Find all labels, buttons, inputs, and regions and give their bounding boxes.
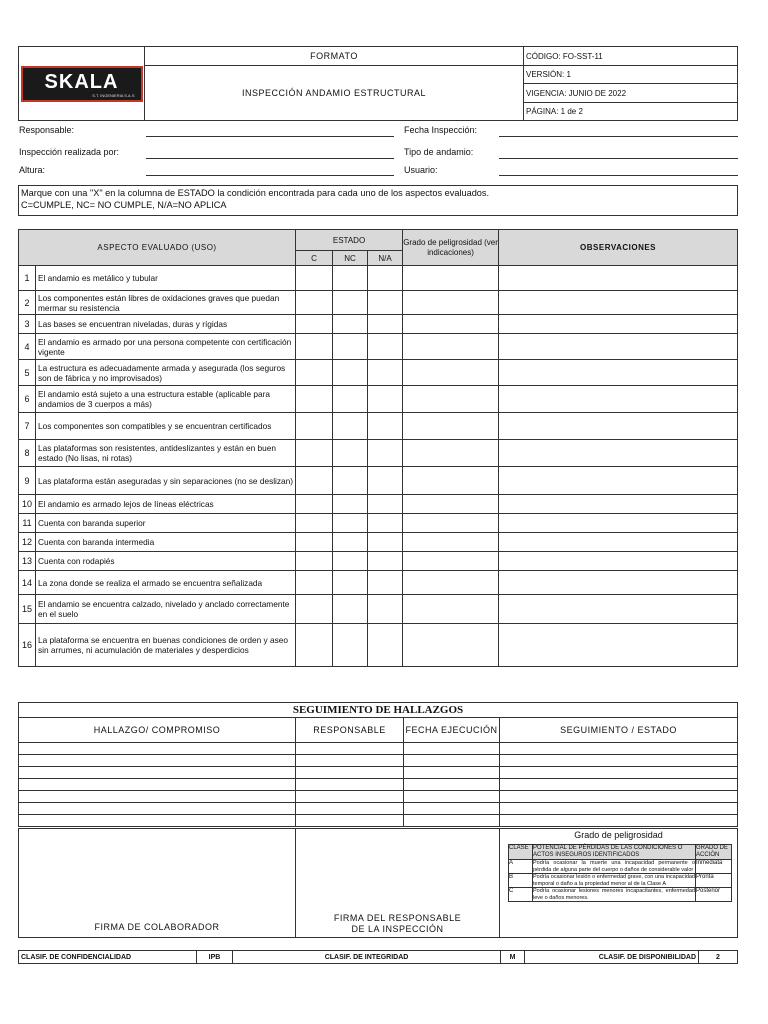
danger-desc: Podría ocasionar lesión o enfermedad grave, con una incapacidad temporal o daño a la propiedad menor al de la Clase A [533,874,695,887]
instructions-line1: Marque con una "X" en la columna de ESTADO la condición encontrada para cada uno de los aspectos evaluados. [21,188,490,198]
danger-clase: C [509,888,533,902]
col-grado: Grado de peligrosidad (ver indicaciones) [403,230,499,266]
followup-table [18,702,738,827]
estado-na-cell[interactable] [368,595,403,624]
estado-nc-cell[interactable] [333,595,368,624]
grado-cell[interactable] [403,514,499,533]
grado-cell[interactable] [403,552,499,571]
col-responsable: RESPONSABLE [296,718,404,743]
observaciones-cell[interactable] [499,467,738,495]
instructions-line2: C=CUMPLE, NC= NO CUMPLE, N/A=NO APLICA [21,200,227,210]
observaciones-cell[interactable] [499,360,738,386]
fecha-cell[interactable] [404,755,500,767]
danger-col-grado: GRADO DE ACCIÓN [696,845,732,860]
estado-c-cell[interactable] [296,514,333,533]
seguimiento-cell[interactable] [500,767,738,779]
item-number: 9 [19,467,36,495]
footer-confidencialidad: CLASIF. DE CONFIDENCIALIDAD [19,951,197,964]
item-text: La plataforma se encuentra en buenas condiciones de orden y aseo sin arrumes, ni acumulación de materiales y desperdicios [36,624,296,667]
seguimiento-cell[interactable] [500,803,738,815]
danger-accion: Inmediata [696,860,732,874]
signature-colaborador[interactable] [19,829,296,938]
estado-c-cell[interactable] [296,413,333,440]
signature-responsable-label2: DE LA INSPECCIÓN [351,924,444,934]
responsable-cell[interactable] [296,743,404,755]
hallazgo-cell[interactable] [19,743,296,755]
col-na: N/A [368,251,403,266]
checklist-row [19,315,738,334]
estado-na-cell[interactable] [368,571,403,595]
item-number: 11 [19,514,36,533]
responsable-input[interactable] [146,136,394,137]
observaciones-cell[interactable] [499,440,738,467]
col-fecha: FECHA EJECUCIÓN [404,718,500,743]
logo-subtext: S.T. INGENIERIA S.A.S [92,92,135,98]
danger-col-clase: CLASE [509,845,533,860]
estado-na-cell[interactable] [368,413,403,440]
grado-cell[interactable] [403,413,499,440]
seguimiento-cell[interactable] [500,743,738,755]
estado-c-cell[interactable] [296,266,333,291]
hallazgo-cell[interactable] [19,803,296,815]
fecha-label: Fecha Inspección: [404,125,478,135]
logo [21,66,143,102]
checklist-row [19,413,738,440]
followup-row [19,815,738,827]
validity-field: VIGENCIA: JUNIO DE 2022 [524,84,738,103]
fecha-cell[interactable] [404,791,500,803]
estado-nc-cell[interactable] [333,360,368,386]
altura-label: Altura: [19,165,46,175]
hallazgo-cell[interactable] [19,791,296,803]
document-title: INSPECCIÓN ANDAMIO ESTRUCTURAL [145,66,524,121]
item-number: 6 [19,386,36,413]
estado-c-cell[interactable] [296,624,333,667]
grado-cell[interactable] [403,266,499,291]
item-number: 12 [19,533,36,552]
item-text: El andamio es metálico y tubular [36,266,296,291]
checklist-row [19,595,738,624]
estado-nc-cell[interactable] [333,315,368,334]
danger-col-potencial: POTENCIAL DE PÉRDIDAS DE LAS CONDICIONES O ACTOS INSEGUROS IDENTIFICADOS [533,845,696,860]
seguimiento-cell[interactable] [500,755,738,767]
estado-na-cell[interactable] [368,552,403,571]
observaciones-cell[interactable] [499,624,738,667]
fecha-cell[interactable] [404,803,500,815]
col-seguimiento: SEGUIMIENTO / ESTADO [500,718,738,743]
estado-na-cell[interactable] [368,291,403,315]
danger-accion: Pronta [696,874,732,888]
followup-title: SEGUIMIENTO DE HALLAZGOS [19,703,738,718]
item-text: Las bases se encuentran niveladas, duras y rígidas [36,315,296,334]
footer-integridad: CLASIF. DE INTEGRIDAD [233,951,501,964]
checklist-row [19,495,738,514]
estado-nc-cell[interactable] [333,533,368,552]
col-nc: NC [333,251,368,266]
estado-c-cell[interactable] [296,440,333,467]
estado-c-cell[interactable] [296,533,333,552]
estado-nc-cell[interactable] [333,266,368,291]
item-number: 7 [19,413,36,440]
estado-na-cell[interactable] [368,386,403,413]
estado-c-cell[interactable] [296,315,333,334]
realizada-label: Inspección realizada por: [19,147,120,157]
tipo-input[interactable] [499,158,738,159]
item-number: 2 [19,291,36,315]
item-text: El andamio está sujeto a una estructura estable (aplicable para andamios de 3 cuerpos a más) [36,386,296,413]
format-label: FORMATO [145,47,524,66]
estado-c-cell[interactable] [296,552,333,571]
observaciones-cell[interactable] [499,595,738,624]
seguimiento-cell[interactable] [500,815,738,827]
estado-nc-cell[interactable] [333,413,368,440]
altura-input[interactable] [146,175,394,176]
item-text: Cuenta con baranda superior [36,514,296,533]
responsable-cell[interactable] [296,755,404,767]
followup-row [19,791,738,803]
estado-nc-cell[interactable] [333,552,368,571]
fecha-cell[interactable] [404,815,500,827]
estado-nc-cell[interactable] [333,514,368,533]
estado-c-cell[interactable] [296,467,333,495]
footer-conf-value: IPB [197,951,233,964]
item-text: El andamio es armado por una persona competente con certificación vigente [36,334,296,360]
item-text: Cuenta con baranda intermedia [36,533,296,552]
hallazgo-cell[interactable] [19,779,296,791]
fecha-input[interactable] [499,136,738,137]
item-number: 15 [19,595,36,624]
estado-nc-cell[interactable] [333,291,368,315]
danger-cell [500,829,738,938]
responsable-label: Responsable: [19,125,75,135]
estado-c-cell[interactable] [296,334,333,360]
grado-cell[interactable] [403,440,499,467]
estado-nc-cell[interactable] [333,571,368,595]
code-field: CÓDIGO: FO-SST-11 [524,47,738,66]
estado-na-cell[interactable] [368,334,403,360]
item-text: La estructura es adecuadamente armada y asegurada (los seguros son de fábrica y no improvisados) [36,360,296,386]
col-hallazgo: HALLAZGO/ COMPROMISO [19,718,296,743]
estado-na-cell[interactable] [368,440,403,467]
checklist-row [19,514,738,533]
estado-na-cell[interactable] [368,360,403,386]
observaciones-cell[interactable] [499,291,738,315]
item-text: El andamio es armado lejos de líneas eléctricas [36,495,296,514]
signature-responsable-label1: FIRMA DEL RESPONSABLE [333,913,462,923]
item-number: 13 [19,552,36,571]
grado-cell[interactable] [403,334,499,360]
footer-table [18,950,738,964]
responsable-cell[interactable] [296,803,404,815]
observaciones-cell[interactable] [499,533,738,552]
observaciones-cell[interactable] [499,334,738,360]
checklist-row [19,624,738,667]
estado-na-cell[interactable] [368,266,403,291]
signature-colaborador-label: FIRMA DE COLABORADOR [94,922,220,932]
estado-nc-cell[interactable] [333,386,368,413]
checklist-row [19,266,738,291]
item-number: 16 [19,624,36,667]
footer-disponibilidad: CLASIF. DE DISPONIBILIDAD [525,951,699,964]
item-text: El andamio se encuentra calzado, nivelado y anclado correctamente en el suelo [36,595,296,624]
header-table [18,46,738,121]
danger-clase: A [509,860,533,874]
item-number: 5 [19,360,36,386]
grado-cell[interactable] [403,495,499,514]
estado-na-cell[interactable] [368,467,403,495]
responsable-cell[interactable] [296,791,404,803]
estado-c-cell[interactable] [296,386,333,413]
danger-table [508,844,732,902]
observaciones-cell[interactable] [499,552,738,571]
item-number: 8 [19,440,36,467]
checklist-row [19,533,738,552]
estado-c-cell[interactable] [296,571,333,595]
estado-c-cell[interactable] [296,291,333,315]
seguimiento-cell[interactable] [500,791,738,803]
fecha-cell[interactable] [404,767,500,779]
danger-desc: Podría ocasionar lesiones menores incapacitantes, enfermedad leve o daños menores. [533,888,695,901]
item-number: 10 [19,495,36,514]
estado-nc-cell[interactable] [333,334,368,360]
col-observaciones: OBSERVACIONES [499,230,738,266]
item-number: 4 [19,334,36,360]
grado-cell[interactable] [403,533,499,552]
observaciones-cell[interactable] [499,514,738,533]
followup-row [19,779,738,791]
usuario-label: Usuario: [404,165,438,175]
estado-nc-cell[interactable] [333,467,368,495]
grado-cell[interactable] [403,624,499,667]
col-aspecto: ASPECTO EVALUADO (USO) [19,230,296,266]
checklist-row [19,571,738,595]
danger-row [509,874,732,888]
estado-c-cell[interactable] [296,495,333,514]
page-field: PÁGINA: 1 de 2 [524,103,738,121]
responsable-cell[interactable] [296,779,404,791]
item-text: La zona donde se realiza el armado se encuentra señalizada [36,571,296,595]
followup-row [19,767,738,779]
observaciones-cell[interactable] [499,386,738,413]
fecha-cell[interactable] [404,779,500,791]
observaciones-cell[interactable] [499,495,738,514]
checklist-row [19,386,738,413]
logo-text: SKALA [44,70,119,93]
checklist-row [19,291,738,315]
instructions-box [18,185,738,216]
checklist-row [19,360,738,386]
followup-row [19,755,738,767]
grado-cell[interactable] [403,467,499,495]
item-number: 3 [19,315,36,334]
estado-nc-cell[interactable] [333,440,368,467]
seguimiento-cell[interactable] [500,779,738,791]
responsable-cell[interactable] [296,815,404,827]
estado-nc-cell[interactable] [333,624,368,667]
usuario-input[interactable] [499,175,738,176]
danger-desc: Podría ocasionar la muerte una incapacidad permanente o pérdida de alguna parte del cuerpo o daños de considerable valor [533,860,695,873]
checklist-row [19,440,738,467]
item-text: Las plataformas son resistentes, antideslizantes y están en buen estado (No lisas, ni rotas) [36,440,296,467]
grado-cell[interactable] [403,291,499,315]
grado-cell[interactable] [403,360,499,386]
grado-cell[interactable] [403,386,499,413]
tipo-label: Tipo de andamio: [404,147,474,157]
grado-cell[interactable] [403,571,499,595]
realizada-input[interactable] [146,158,394,159]
version-field: VERSIÓN: 1 [524,66,738,84]
hallazgo-cell[interactable] [19,767,296,779]
footer-int-value: M [501,951,525,964]
checklist-row [19,334,738,360]
col-estado: ESTADO [296,230,403,251]
item-text: Los componentes están libres de oxidaciones graves que puedan mermar su resistencia [36,291,296,315]
checklist-row [19,552,738,571]
estado-c-cell[interactable] [296,360,333,386]
observaciones-cell[interactable] [499,266,738,291]
hallazgo-cell[interactable] [19,815,296,827]
observaciones-cell[interactable] [499,571,738,595]
col-c: C [296,251,333,266]
grado-cell[interactable] [403,595,499,624]
checklist-table [18,229,738,667]
followup-row [19,803,738,815]
item-number: 1 [19,266,36,291]
danger-row [509,888,732,902]
danger-accion: Posterior [696,888,732,902]
estado-na-cell[interactable] [368,624,403,667]
signature-responsable[interactable] [296,829,500,938]
estado-c-cell[interactable] [296,595,333,624]
responsable-cell[interactable] [296,767,404,779]
item-number: 14 [19,571,36,595]
checklist-row [19,467,738,495]
estado-na-cell[interactable] [368,533,403,552]
logo-cell [19,47,145,121]
item-text: Las plataforma están aseguradas y sin separaciones (no se deslizan) [36,467,296,495]
grado-cell[interactable] [403,315,499,334]
estado-nc-cell[interactable] [333,495,368,514]
footer-disp-value: 2 [699,951,738,964]
signature-table [18,828,738,938]
danger-row [509,860,732,874]
fecha-cell[interactable] [404,743,500,755]
item-text: Los componentes son compatibles y se encuentran certificados [36,413,296,440]
hallazgo-cell[interactable] [19,755,296,767]
danger-clase: B [509,874,533,888]
observaciones-cell[interactable] [499,315,738,334]
item-text: Cuenta con rodapiés [36,552,296,571]
estado-na-cell[interactable] [368,514,403,533]
estado-na-cell[interactable] [368,495,403,514]
followup-row [19,743,738,755]
estado-na-cell[interactable] [368,315,403,334]
danger-title: Grado de peligrosidad [574,830,663,840]
observaciones-cell[interactable] [499,413,738,440]
